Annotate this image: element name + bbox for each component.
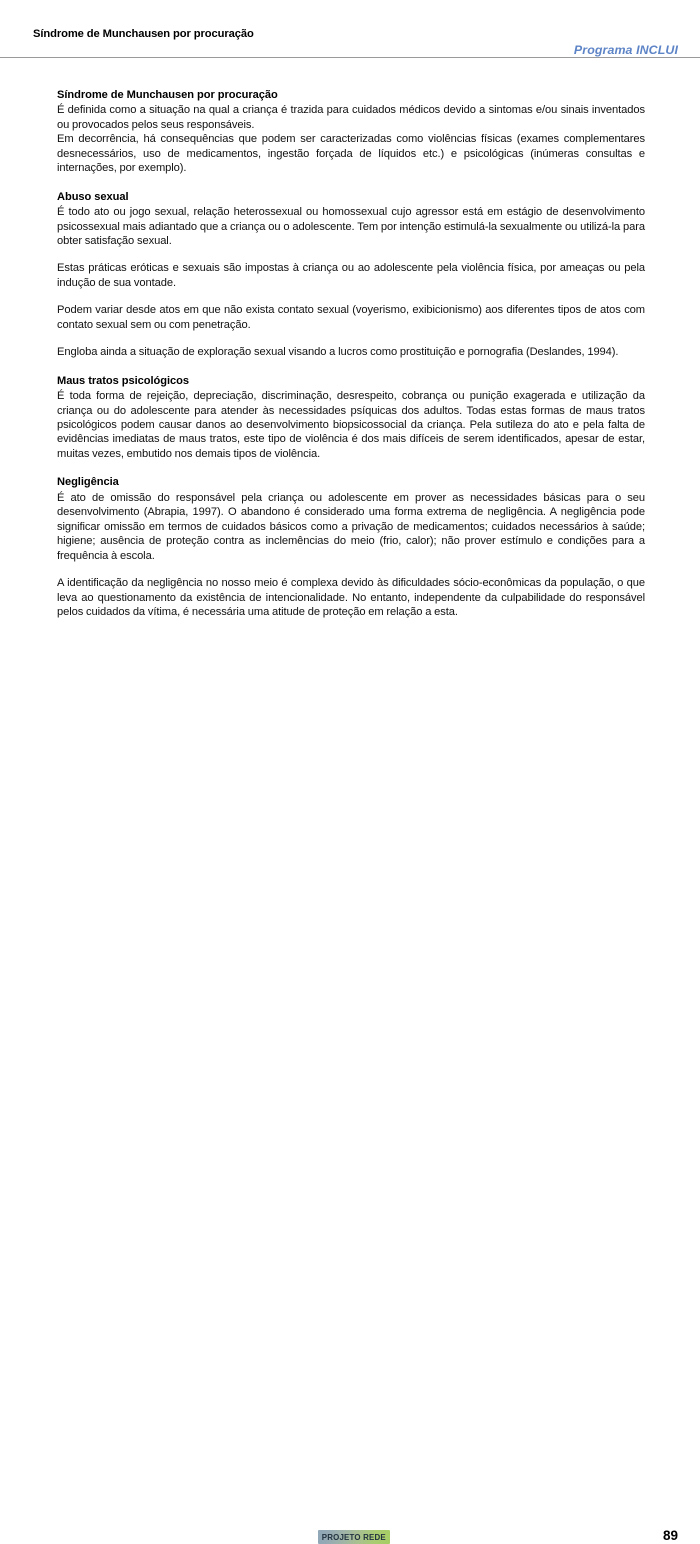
paragraph: A identificação da negligência no nosso meio é complexa devido às dificuldades sócio-econômicas da população, o que leva ao questionamento da existência de intencionalidade. No entanto, independente da culpabilidade do responsável pelos cuidados da vítima, é necessária uma atitude de proteção em relação a esta. <box>57 577 645 618</box>
paragraph-spacer <box>57 563 645 576</box>
section-heading: Maus tratos psicológicos <box>57 374 189 387</box>
paragraph: É ato de omissão do responsável pela criança ou adolescente em prover as necessidades básicas para o seu desenvolvimento (Abrapia, 1997). O abandono é considerado uma forma extrema de negligência. A negligência pode significar omissão em termos de cuidados básicos como a privação de medicamentos; cuidados necessários à saúde; higiene; ausência de proteção contra as inclemências do meio (frio, calor); não prover estímulo e condições para a frequência à escola. <box>57 491 645 562</box>
paragraph: Engloba ainda a situação de exploração sexual visando a lucros como prostituição e pornografia (Deslandes, 1994). <box>57 346 619 359</box>
paragraph: Podem variar desde atos em que não exista contato sexual (voyerismo, exibicionismo) aos diferentes tipos de atos com contato sexual sem ou com penetração. <box>57 304 645 331</box>
program-name-label: Programa INCLUI <box>573 43 678 57</box>
page-footer <box>0 760 700 1543</box>
paragraph: Estas práticas eróticas e sexuais são impostas à criança ou ao adolescente pela violência física, por ameaças ou pela indução de sua vontade. <box>57 262 645 289</box>
paragraph: É toda forma de rejeição, depreciação, discriminação, desrespeito, cobrança ou punição exagerada e utilização da criança ou do adolescente para atender às necessidades psíquicas dos adultos. Todas estas formas de maus tratos psicológicos podem causar danos ao desenvolvimento biopsicossocial da criança. Pela sutileza do ato e pela falta de evidências imediatas de maus tratos, este tipo de violência é dos mais difíceis de serem identificados, apesar de estar, muitas vezes, embutido nos demais tipos de violência. <box>57 390 645 460</box>
section-abuso-sexual <box>57 190 645 360</box>
section-maus-tratos <box>57 374 645 462</box>
page-number: 89 <box>662 1528 678 1543</box>
document-content <box>57 88 645 619</box>
paragraph-spacer <box>57 332 645 345</box>
section-spacer <box>57 176 645 190</box>
paragraph-spacer <box>57 290 645 303</box>
section-spacer <box>57 360 645 374</box>
section-heading: Negligência <box>57 476 119 489</box>
projeto-rede-logo <box>318 1530 390 1544</box>
paragraph: É todo ato ou jogo sexual, relação heterossexual ou homossexual cujo agressor está em estágio de desenvolvimento psicossexual mais adiantado que a criança ou o adolescente. Tem por intenção estimulá-la sexualmente ou utilizá-la para obter satisfação sexual. <box>57 206 645 247</box>
section-spacer <box>57 461 645 475</box>
section-heading: Síndrome de Munchausen por procuração <box>57 89 278 101</box>
section-munchausen <box>57 88 645 176</box>
header-divider <box>0 57 700 58</box>
paragraph: Em decorrência, há consequências que podem ser caracterizadas como violências físicas (exames complementares desnecessários, uso de medicamentos, ingestão forçada de líquidos etc.) e psicológicas (inúmeras consultas e internações, por exemplo). <box>57 133 645 175</box>
page-header <box>0 0 700 60</box>
section-negligencia <box>57 475 645 619</box>
section-heading: Abuso sexual <box>57 190 129 203</box>
paragraph: É definida como a situação na qual a criança é trazida para cuidados médicos devido a sintomas e/ou sinais inventados ou provocados pelos seus responsáveis. <box>57 104 645 131</box>
projeto-rede-logo-text: PROJETO REDE <box>321 1531 386 1542</box>
running-head-title: Síndrome de Munchausen por procuração <box>33 28 254 40</box>
paragraph-spacer <box>57 248 645 261</box>
